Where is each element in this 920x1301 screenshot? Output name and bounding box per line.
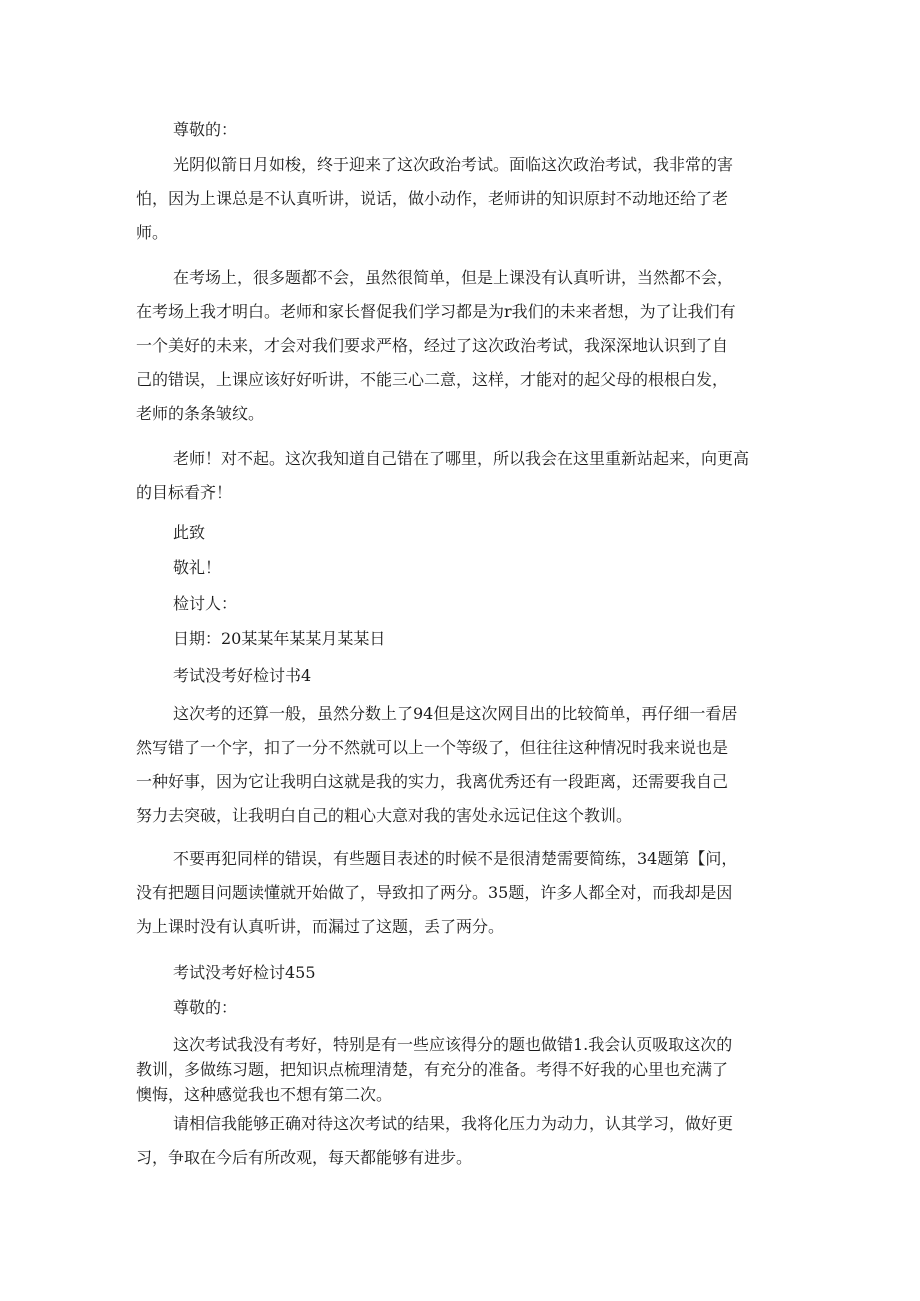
text-line: 尊敬的： — [173, 998, 238, 1017]
salutation — [136, 991, 776, 1025]
text-line: 检讨人： — [173, 594, 238, 613]
text-line: 考试没考好检讨书4 — [173, 666, 312, 685]
text-line: 的目标看齐！ — [136, 483, 233, 502]
section-heading — [136, 659, 776, 693]
signature-line — [136, 587, 776, 621]
body-paragraph — [136, 842, 776, 944]
text-line: 为上课时没有认真听讲，而漏过了这题，丢了两分。 — [136, 917, 505, 936]
text-line: 不要再犯同样的错误，有些题目表述的时候不是很清楚需要简练，34题第【问， — [173, 849, 738, 868]
body-paragraph — [136, 697, 776, 833]
text-line: 一种好事，因为它让我明白这就是我的实力，我离优秀还有一段距离，还需要我自己 — [136, 772, 729, 791]
text-line: 懊悔，这种感觉我也不想有第二次。 — [136, 1085, 393, 1104]
text-line: 老师的条条皱纹。 — [136, 404, 265, 423]
text-line: 己的错误，上课应该好好听讲，不能三心二意，这样，才能对的起父母的根根白发， — [136, 370, 729, 389]
closing-line — [136, 551, 776, 585]
text-line: 怕，因为上课总是不认真听讲，说话，做小动作，老师讲的知识原封不动地还给了老 — [136, 189, 729, 208]
date-line — [136, 622, 776, 656]
text-line: 敬礼！ — [173, 558, 222, 577]
text-line: 没有把题目问题读懂就开始做了，导致扣了两分。35题，许多人都全对，而我却是因 — [136, 883, 733, 902]
text-line: 然写错了一个字，扣了一分不然就可以上一个等级了，但往往这种情况时我来说也是 — [136, 738, 729, 757]
text-line: 老师！对不起。这次我知道自己错在了哪里，所以我会在这里重新站起来，向更高 — [173, 449, 750, 468]
closing-line — [136, 516, 776, 550]
text-line: 尊敬的： — [173, 120, 238, 139]
text-line: 光阴似箭日月如梭，终于迎来了这次政治考试。面临这次政治考试，我非常的害 — [173, 155, 734, 174]
section-heading — [136, 956, 776, 990]
body-paragraph — [136, 1107, 776, 1175]
text-line: 请相信我能够正确对待这次考试的结果，我将化压力为动力，认其学习，做好更 — [173, 1114, 734, 1133]
body-paragraph — [136, 442, 776, 510]
text-line: 在考场上，很多题都不会，虽然很简单，但是上课没有认真听讲，当然都不会， — [173, 268, 734, 287]
body-paragraph — [136, 148, 776, 250]
text-line: 在考场上我才明白。老师和家长督促我们学习都是为r我们的未来者想，为了让我们有 — [136, 302, 736, 321]
text-line: 教训，多做练习题，把知识点梳理清楚，有充分的准备。考得不好我的心里也充满了 — [136, 1060, 729, 1079]
body-paragraph — [136, 1032, 776, 1107]
text-line: 这次考的还算一般，虽然分数上了94但是这次网目出的比较简单，再仔细一看居 — [173, 704, 738, 723]
text-line: 师。 — [136, 223, 169, 242]
text-line: 一个美好的未来，才会对我们要求严格，经过了这次政治考试，我深深地认识到了自 — [136, 336, 729, 355]
text-line: 考试没考好检讨455 — [173, 963, 316, 982]
text-line: 日期：20某某年某某月某某日 — [173, 629, 386, 648]
salutation — [136, 113, 776, 147]
text-line: 这次考试我没有考好，特别是有一些应该得分的题也做错1.我会认页吸取这次的 — [173, 1035, 733, 1054]
text-line: 习，争取在今后有所改观，每天都能够有进步。 — [136, 1148, 473, 1167]
body-paragraph — [136, 261, 776, 431]
text-line: 此致 — [173, 523, 206, 542]
text-line: 努力去突破，让我明白自己的粗心大意对我的害处永远记住这个教训。 — [136, 806, 633, 825]
